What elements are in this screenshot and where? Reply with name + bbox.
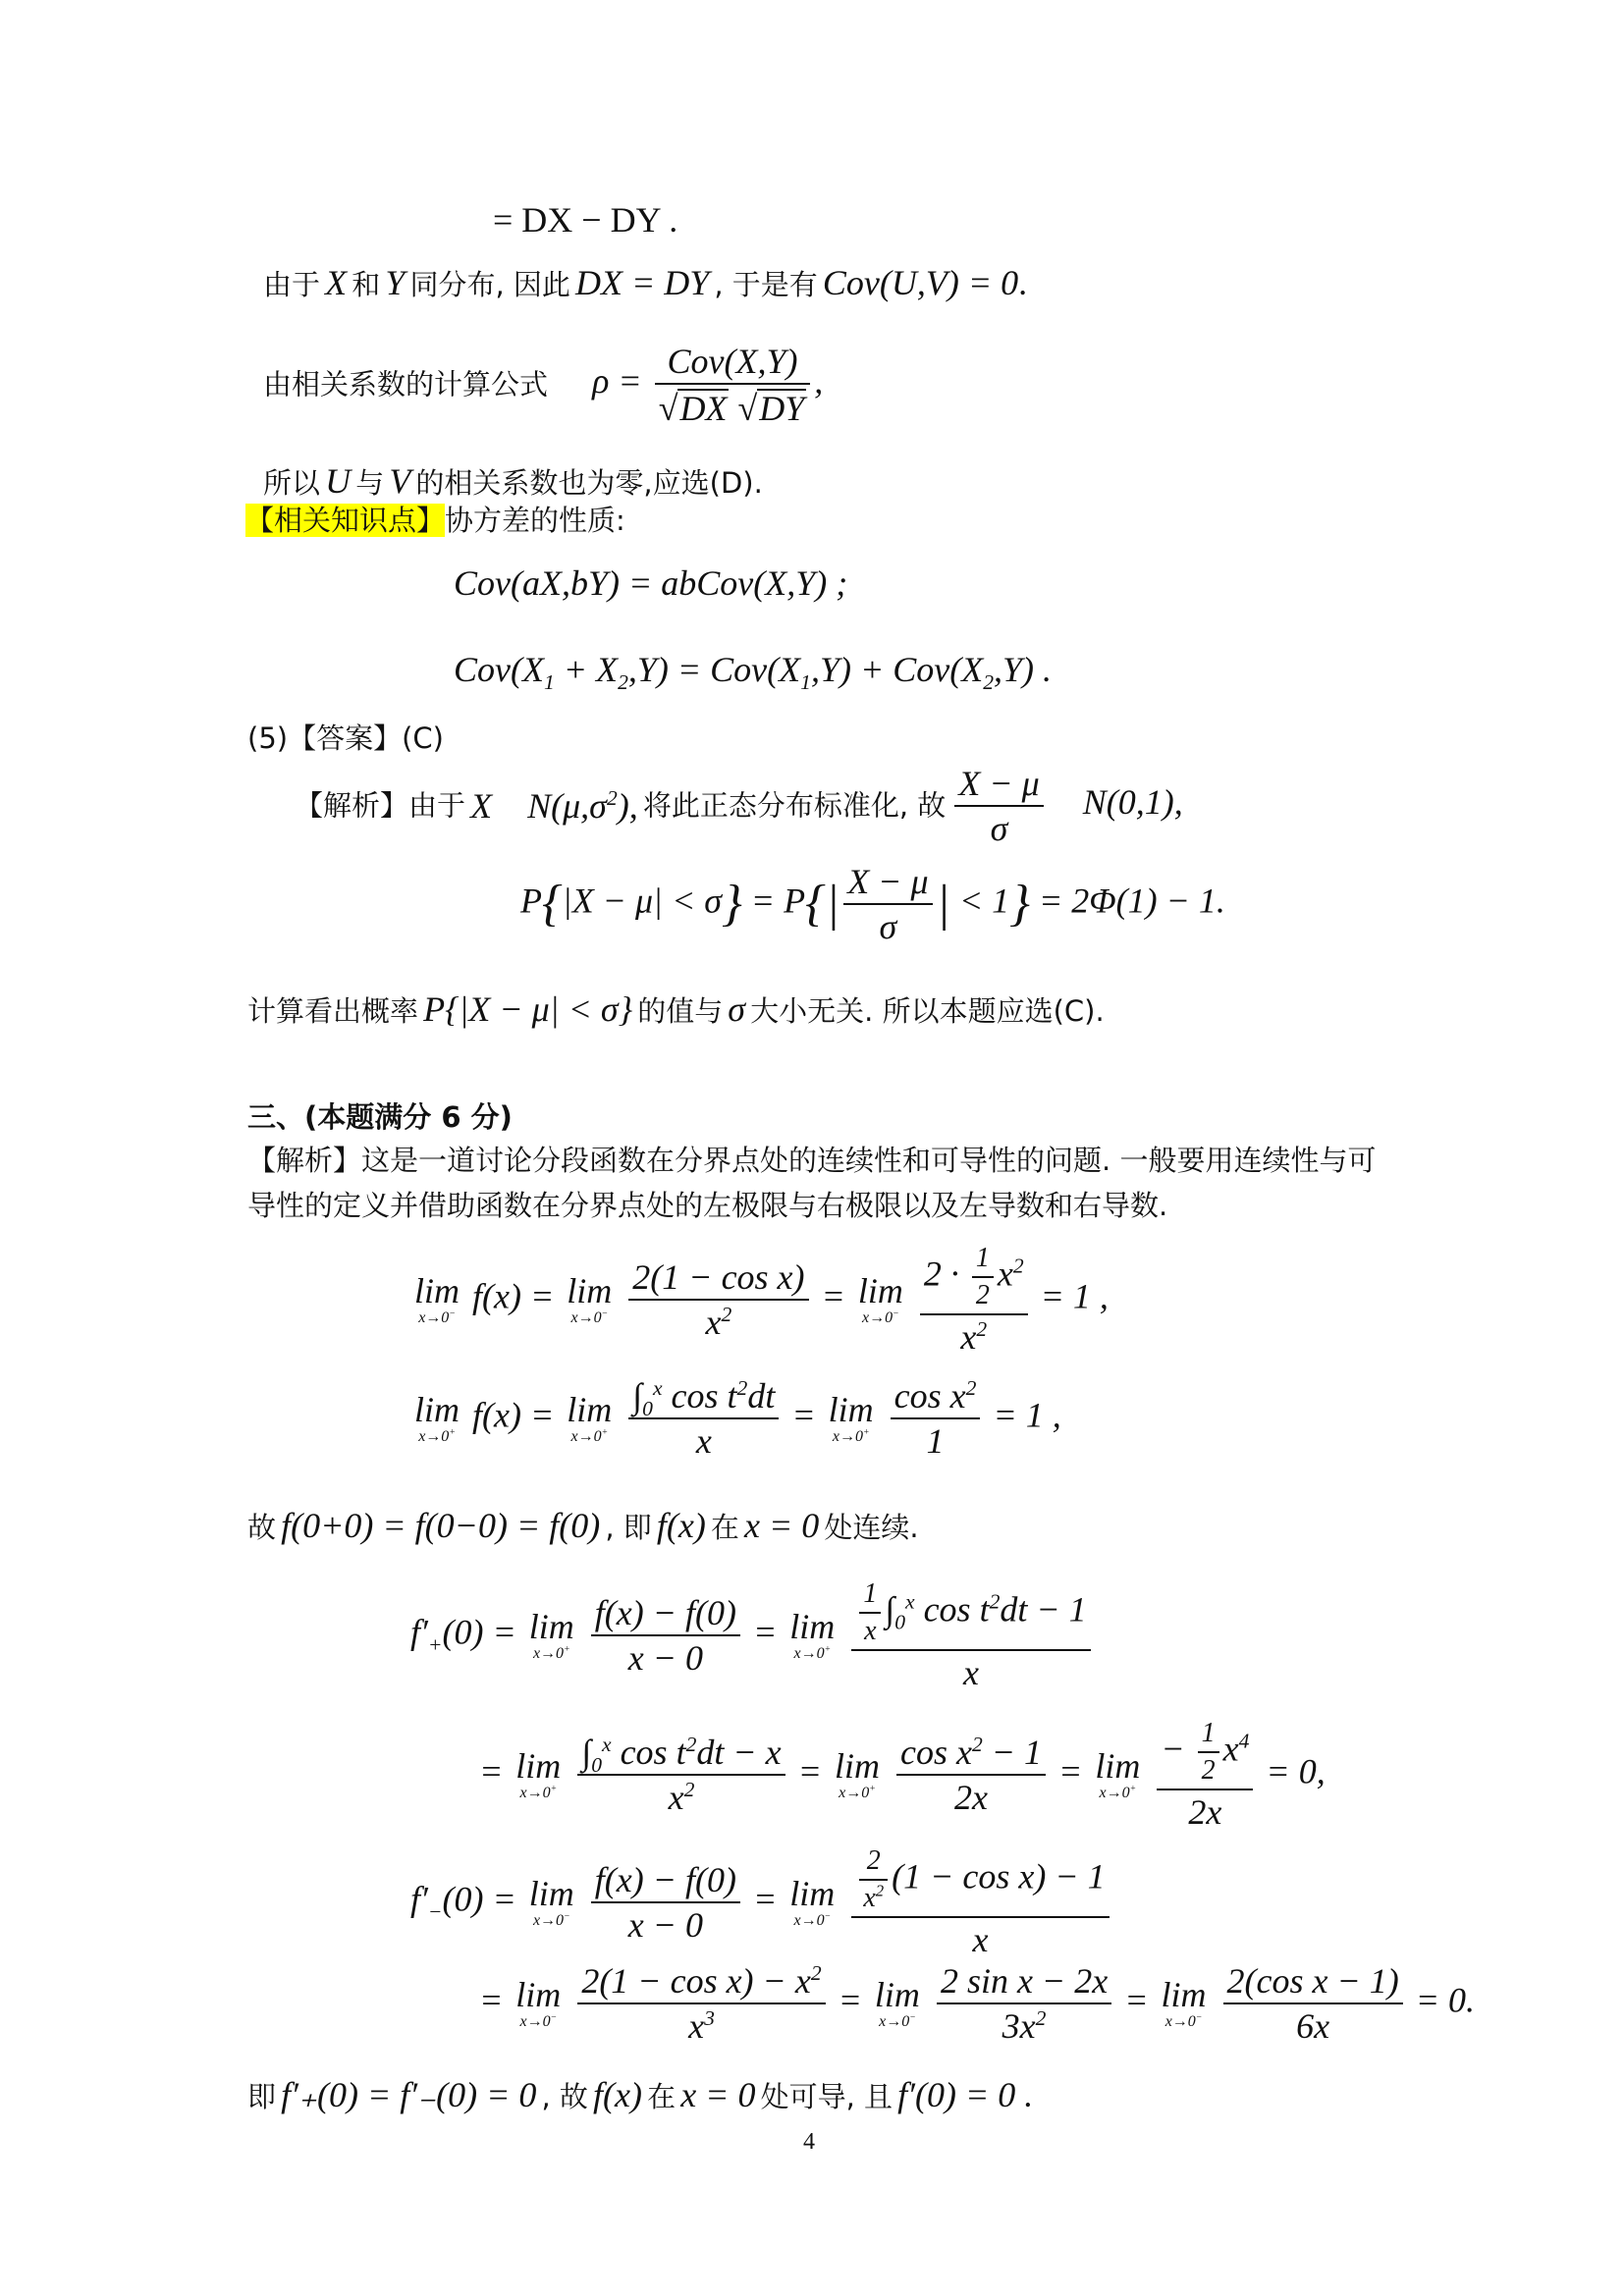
related-knowledge-line: [245, 504, 625, 537]
eq-dx-dy: DX = DY: [574, 263, 710, 302]
differentiability-line: [247, 2077, 1033, 2112]
text: 所以: [263, 466, 321, 500]
text: 大小无关. 所以本题应选(C).: [750, 994, 1105, 1028]
text: 处连续.: [824, 1511, 919, 1544]
f-equality: f(0+0) = f(0−0) = f(0): [281, 1506, 601, 1545]
text: , 故: [541, 2080, 588, 2113]
text: 协方差的性质:: [445, 504, 625, 537]
section-three-heading: 三、(本题满分 6 分): [247, 1100, 513, 1134]
text: 即: [247, 2080, 277, 2113]
left-derivative-2: = lim x→0− $\frac{2(1 - \cos x) - x^2}{x^3}$ = lim x→0− $\frac{\text{2 sin x − 2x}}{3x^2}$ = lim x→0− $\frac{\text{2(cos x − 1)}}{6x}$ = 0.: [479, 1961, 1476, 2046]
conclusion-5-line: [247, 991, 1105, 1027]
text: 的相关系数也为零,应选(D).: [415, 466, 763, 500]
text: 的值与: [637, 994, 724, 1028]
text: 与: [355, 466, 385, 500]
sym-x0: x = 0: [744, 1506, 820, 1545]
text: 同分布, 因此: [409, 268, 570, 301]
sym-v: V: [389, 461, 411, 501]
rho-formula: ρ = $\frac{\text{Cov(X,Y)}}{√DX √DY}$ ,: [592, 342, 824, 428]
right-limit-equation: lim x→0+ f(x) = lim x→0+ $\frac{\int_0^x \cos t^2dt}{x}$ = lim x→0+ $\frac{\cos x^2}{1}$ = 1 ,: [414, 1376, 1061, 1461]
correlation-zero-line: [263, 463, 763, 499]
eq-dx-minus-dy: = DX − DY .: [493, 200, 678, 240]
text: , 于是有: [714, 268, 818, 301]
text: 和: [352, 268, 381, 301]
text: 在: [647, 2080, 677, 2113]
text: 由相关系数的计算公式: [263, 367, 549, 401]
right-derivative-2: = lim x→0+ $\frac{\int_0^x \cos t^2dt - x}{x^2}$ = lim x→0+ $\frac{\cos x^2 - 1}{2x}$ = lim x→0+ − $\frac{1}{2}$ $x^4$ 2x = 0,: [479, 1718, 1326, 1832]
text: 由于: [263, 268, 321, 301]
text: 故: [247, 1511, 277, 1544]
text: 将此正态分布标准化, 故: [642, 788, 947, 823]
sym-fx: f(x): [656, 1506, 706, 1545]
left-derivative-1: $f'_-(0)$ = lim x→0− $\frac{f(x) - f(0)}{x - 0}$ = lim x→0− $\frac{2}{x^2}$ (1 − cos x) − 1 x: [410, 1847, 1113, 1957]
page-number: 4: [803, 2129, 815, 2155]
solution-3-line-2: 导性的定义并借助函数在分界点处的左极限与右极限以及左导数和右导数.: [247, 1189, 1168, 1222]
fprime-zero: f′(0) = 0 .: [897, 2075, 1034, 2114]
cov-scaling-property: Cov(aX,bY) = abCov(X,Y) ;: [454, 563, 848, 603]
eq-cov-uv: Cov(U,V) = 0: [822, 263, 1019, 302]
sym-y: Y: [385, 263, 406, 302]
text: 计算看出概率: [247, 994, 419, 1028]
fprime-equality: f′₊(0) = f′₋(0) = 0: [281, 2075, 537, 2114]
standardized: $\frac{X - \mu}{\sigma}$ N(0,1),: [950, 782, 1182, 822]
normal-dist-x: X $N(\mu,\sigma^2)$,: [470, 786, 638, 826]
solution-5-line: [295, 766, 1183, 846]
correlation-formula-line: [263, 344, 823, 426]
sym-fx: f(x): [593, 2075, 642, 2114]
sym-x: X: [325, 263, 348, 302]
same-distribution-line: 由于 X 和 Y 同分布, 因此 DX = DY , 于是有 Cov(U,V) = 0.: [263, 263, 1028, 302]
probability-equation: P{|X − μ| < σ} = P{| $\frac{X - \mu}{\sigma}$ | < 1} = 2Φ(1) − 1.: [520, 862, 1225, 946]
right-derivative-1: $f'_+(0)$ = lim x→0+ $\frac{f(x) - f(0)}{x - 0}$ = lim x→0+ $\frac{1}{x}$ $\int_0^x$ $\cos t^2dt - 1$ x: [410, 1580, 1095, 1690]
continuity-line: [247, 1508, 919, 1543]
left-limit-equation: lim x→0− f(x) = lim x→0− $\frac{\text{2(1 − cos x)}}{x^2}$ = lim x→0− 2 · $\frac{1}{2}$ $x^2$ $x^2$ = 1 ,: [414, 1243, 1109, 1357]
text: 处可导, 且: [760, 2080, 893, 2113]
sym-u: U: [325, 461, 352, 501]
sym-x0: x = 0: [680, 2075, 756, 2114]
related-tag: 【相关知识点】: [245, 504, 446, 537]
cov-additivity-property: $Cov(X_1 + X_2,Y) = Cov(X_1,Y) + Cov(X_2,Y)$ .: [454, 650, 1053, 695]
text: , 即: [605, 1511, 652, 1544]
text: 在: [710, 1511, 739, 1544]
solution-3-line-1: 【解析】这是一道讨论分段函数在分界点处的连续性和可导性的问题. 一般要用连续性与可: [247, 1144, 1377, 1177]
prob-expr: P{|X − μ| < σ}: [423, 989, 633, 1029]
answer-5: (5)【答案】(C): [247, 721, 444, 755]
sym-sigma: σ: [728, 989, 746, 1029]
text: 【解析】由于: [295, 788, 466, 823]
